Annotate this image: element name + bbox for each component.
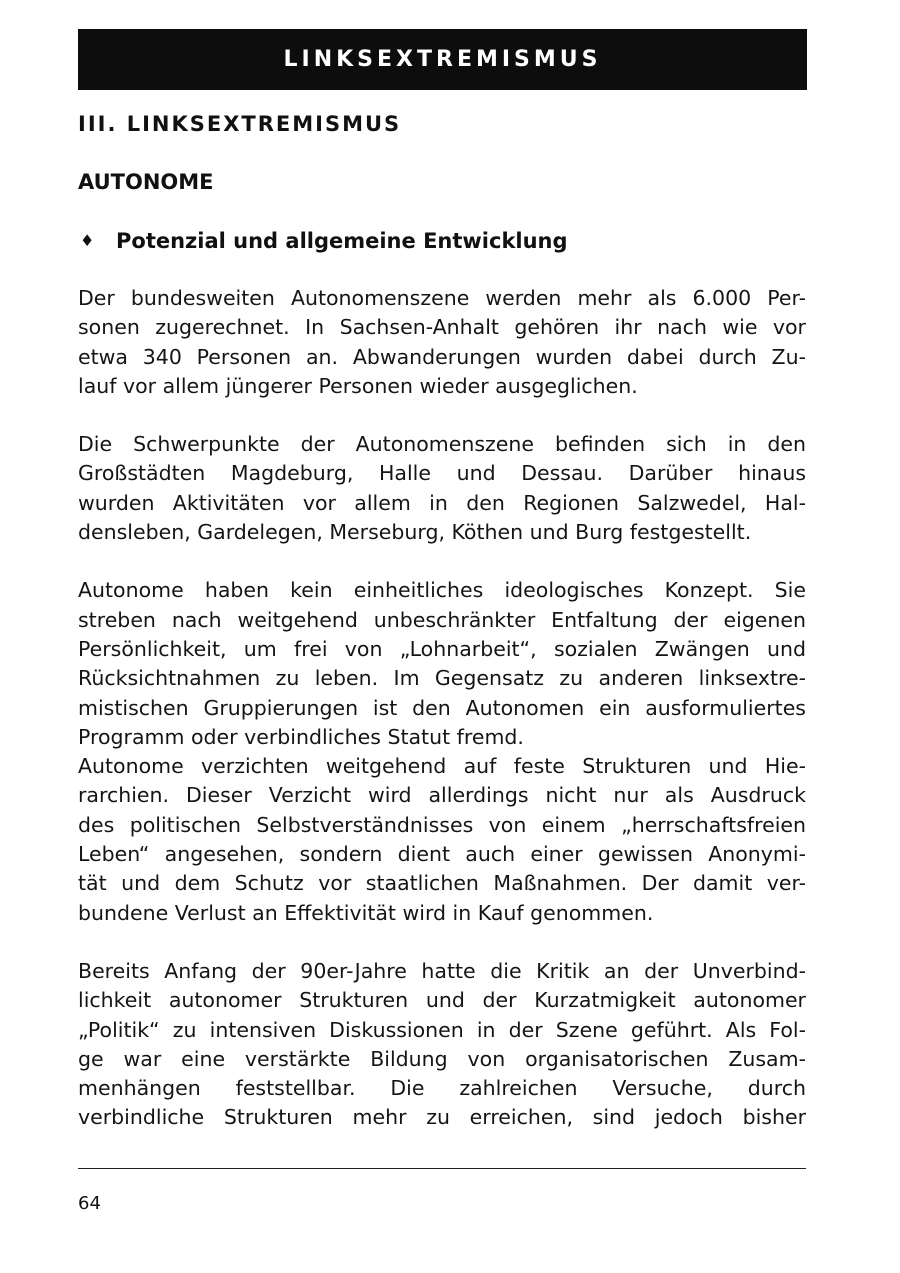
text-line: Autonome haben kein einheitliches ideologisches Konzept. Sie xyxy=(78,578,806,603)
diamond-bullet-icon: ♦ xyxy=(80,231,95,250)
text-line: densleben, Gardelegen, Merseburg, Köthen und Burg festgestellt. xyxy=(78,520,752,545)
text-line: streben nach weitgehend unbeschränkter Entfaltung der eigenen xyxy=(78,607,806,632)
text-line: sonen zugerechnet. In Sachsen-Anhalt gehören ihr nach wie vor xyxy=(78,315,806,340)
body-text xyxy=(78,284,806,1133)
paragraph-3 xyxy=(78,576,806,752)
text-line: Autonome verzichten weitgehend auf feste Strukturen und Hie- xyxy=(78,754,806,779)
text-line: etwa 340 Personen an. Abwanderungen wurden dabei durch Zu- xyxy=(78,344,806,369)
text-line: wurden Aktivitäten vor allem in den Regionen Salzwedel, Hal- xyxy=(78,490,806,515)
running-header-title: LINKSEXTREMISMUS xyxy=(283,47,602,72)
text-line: des politischen Selbstverständnisses von einem „herrschaftsfreien xyxy=(78,812,806,837)
paragraph-4 xyxy=(78,752,806,928)
text-line: Der bundesweiten Autonomenszene werden mehr als 6.000 Per- xyxy=(78,286,806,310)
chapter-title: III. LINKSEXTREMISMUS xyxy=(78,112,402,136)
text-line: Bereits Anfang der 90er-Jahre hatte die Kritik an der Unverbind- xyxy=(78,958,806,983)
text-line: Programm oder verbindliches Statut fremd. xyxy=(78,724,524,749)
text-line: mistischen Gruppierungen ist den Autonomen ein ausformuliertes xyxy=(78,695,806,720)
running-header xyxy=(78,29,807,90)
footer-divider xyxy=(78,1168,806,1169)
text-line: lauf vor allem jüngerer Personen wieder ausgeglichen. xyxy=(78,373,638,398)
paragraph-1 xyxy=(78,284,806,401)
text-line: Großstädten Magdeburg, Halle und Dessau. Darüber hinaus xyxy=(78,461,806,486)
paragraph-5 xyxy=(78,957,806,1133)
text-line: Die Schwerpunkte der Autonomenszene befinden sich in den xyxy=(78,432,806,457)
text-line: menhängen feststellbar. Die zahlreichen Versuche, durch xyxy=(78,1076,806,1101)
text-line: lichkeit autonomer Strukturen und der Kurzatmigkeit autonomer xyxy=(78,988,806,1013)
text-line: bundene Verlust an Effektivität wird in Kauf genommen. xyxy=(78,900,654,925)
subsection-title: Potenzial und allgemeine Entwicklung xyxy=(116,229,568,253)
text-line: tät und dem Schutz vor staatlichen Maßnahmen. Der damit ver- xyxy=(78,871,806,896)
text-line: Rücksichtnahmen zu leben. Im Gegensatz zu anderen linksextre- xyxy=(78,666,806,691)
section-title: AUTONOME xyxy=(78,170,214,194)
text-line: verbindliche Strukturen mehr zu erreichen, sind jedoch bisher xyxy=(78,1105,806,1130)
text-line: Leben“ angesehen, sondern dient auch einer gewissen Anonymi- xyxy=(78,842,806,867)
paragraph-2 xyxy=(78,430,806,547)
text-line: ge war eine verstärkte Bildung von organisatorischen Zusam- xyxy=(78,1046,806,1071)
text-line: rarchien. Dieser Verzicht wird allerdings nicht nur als Ausdruck xyxy=(78,783,806,808)
text-line: „Politik“ zu intensiven Diskussionen in der Szene geführt. Als Fol- xyxy=(78,1017,806,1042)
page-number: 64 xyxy=(78,1193,101,1214)
subsection-heading xyxy=(80,229,568,253)
text-line: Persönlichkeit, um frei von „Lohnarbeit“, sozialen Zwängen und xyxy=(78,636,806,661)
